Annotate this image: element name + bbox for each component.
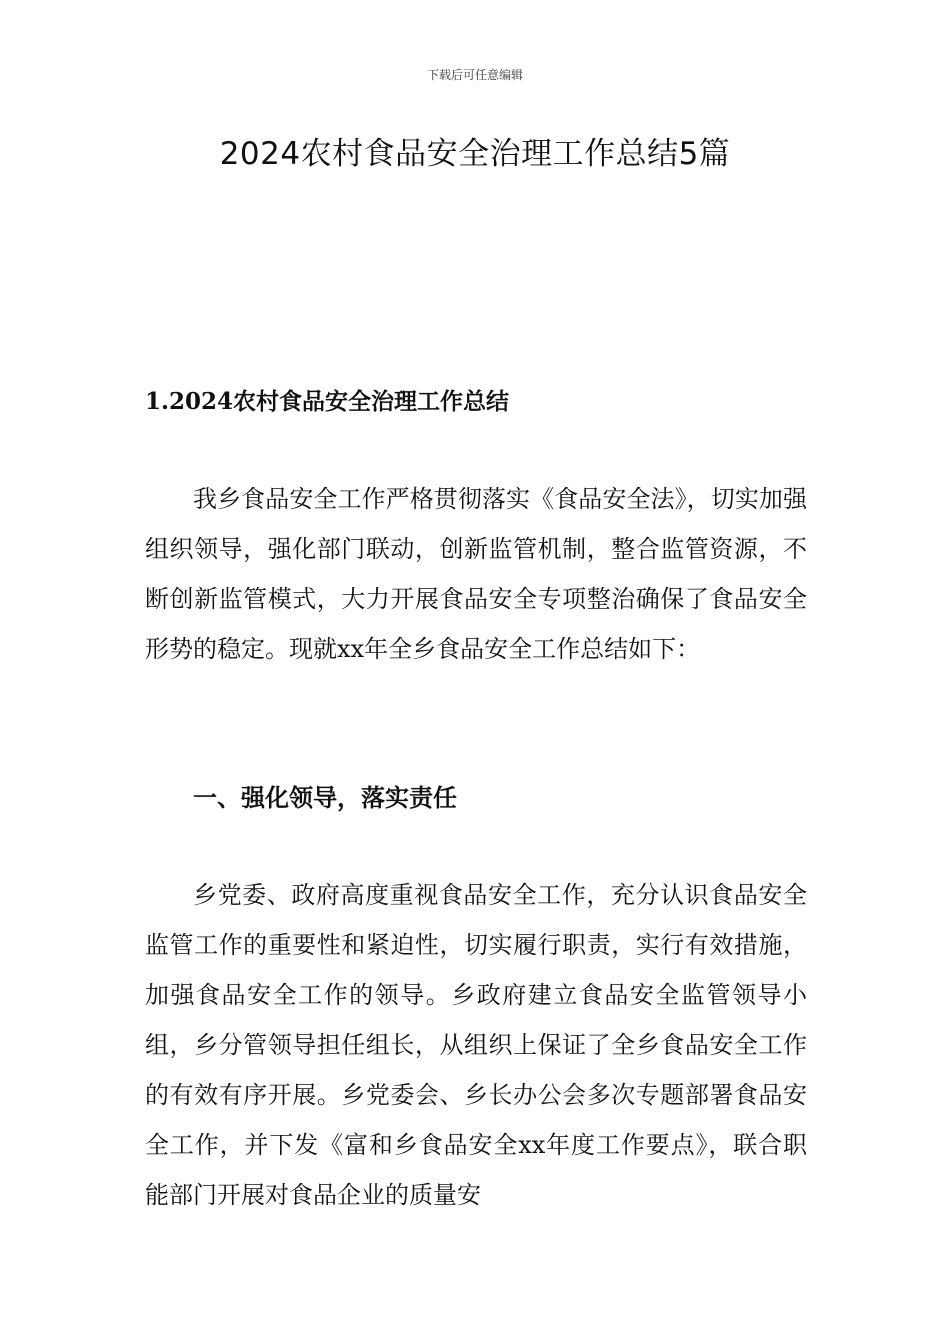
document-title: 2024农村食品安全治理工作总结5篇 [219,136,731,172]
body-paragraph: 我乡食品安全工作严格贯彻落实《食品安全法》，切实加强组织领导，强化部门联动，创新监管机制，整合监管资源，不断创新监管模式，大力开展食品安全专项整治确保了食品安全形势的稳定。现就xx年全乡食品安全工作总结如下： [145,485,807,663]
subsection-heading: 一、强化领导，落实责任 [193,783,457,812]
body-paragraph: 乡党委、政府高度重视食品安全工作，充分认识食品安全监管工作的重要性和紧迫性，切实履行职责，实行有效措施，加强食品安全工作的领导。乡政府建立食品安全监管领导小组，乡分管领导担任组长，从组织上保证了全乡食品安全工作的有效有序开展。乡党委会、乡长办公会多次专题部署食品安全工作，并下发《富和乡食品安全xx年度工作要点》，联合职能部门开展对食品企业的质量安 [145,881,807,1209]
header-note: 下载后可任意编辑 [426,68,523,82]
section-heading: 1.2024农村食品安全治理工作总结 [145,388,510,415]
